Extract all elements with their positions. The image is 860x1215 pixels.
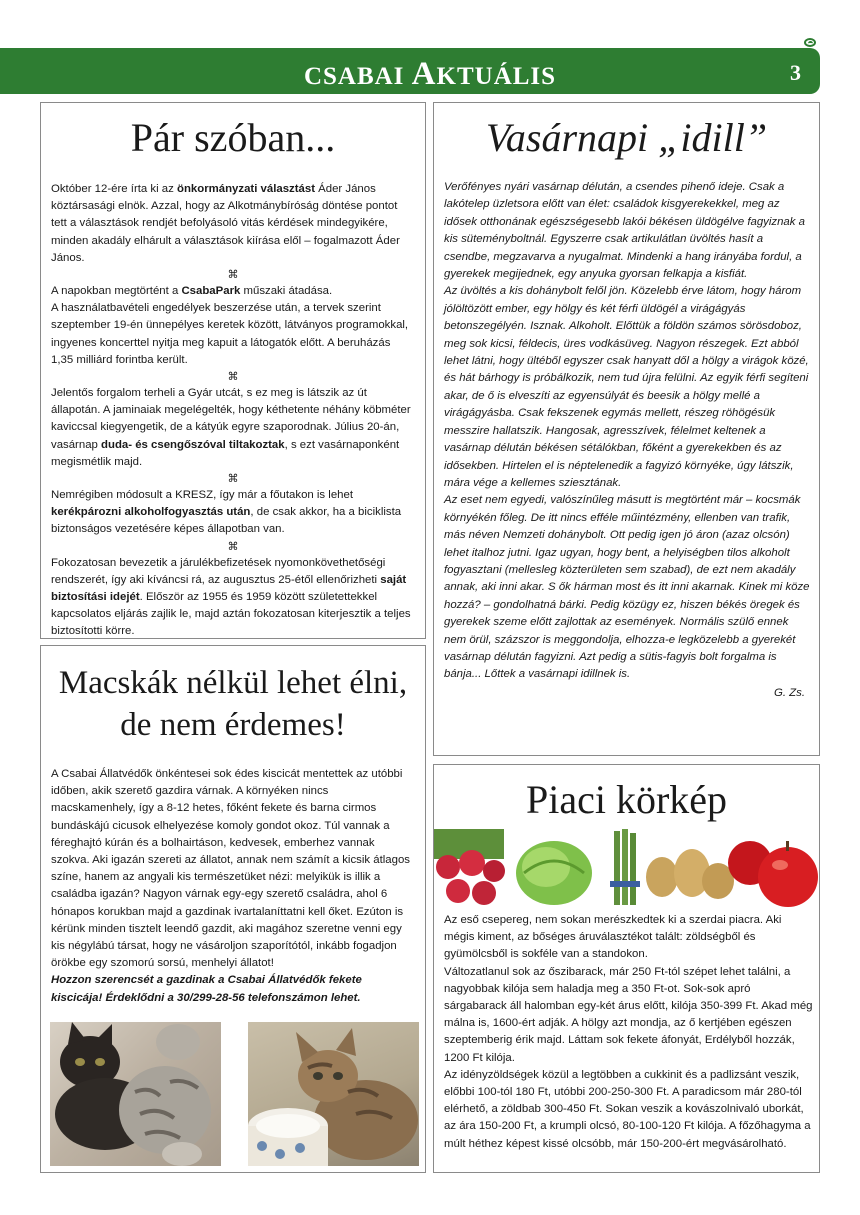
article-vasarnapi-idill bbox=[433, 102, 820, 756]
paragraph: A napokban megtörtént a CsabaPark műszaki átadása. bbox=[51, 285, 333, 298]
kitten-with-bowl-photo bbox=[248, 1022, 419, 1166]
paragraph: Az eső csepereg, nem sokan merészkedtek ki a szerdai piacra. Aki mégis kiment, az bőséges áruválasztékot talált: zöldségből és gyümölcsből is sokféle van a standokon. bbox=[444, 914, 782, 961]
paragraph: Nemrégiben módosult a KRESZ, így már a főutakon is lehet kerékpározni alkoholfogyasztás után, de csak akkor, ha a biciklista biztonságos vezetésére képes állapotban van. bbox=[51, 489, 402, 536]
separator-icon: ⌘ bbox=[227, 540, 239, 553]
paragraph: A Csabai Állatvédők önkéntesei sok édes kiscicát mentettek az utóbbi időben, akik szerető gazdira várnak. A környéken nincs macskamenhely, így a 8-12 hetes, főként fekete és barna cirmos bundáskájú cicusok elhelyezése komoly gondot okoz. Túl vannak a féreghajtó kúrán és a bolhairtáson, kedvesek, emberhez vannak szokva. Aki igazán szereti az állatot, annak nem számít a kicsik átlagos színe, hanem az angyali kis természetüket nézi: melyikük is illik a családba igazán? Nagyon várnak egy-egy szerető családra, ahol 6 hónapos korukban majd a gazdinak ivartalaníttatni kell őket. Ezúton is kérünk minden tisztelt leendő gazdit, aki magához szeretne venni egy kis négylábú társat, hogy ne vásároljon szaporítótól, inkább fogadjon örökbe egy szomorú sorsú, menhelyi állatot! bbox=[51, 768, 410, 970]
paragraph: Az üvöltés a kis dohánybolt felől jön. Közelebb érve látom, hogy három jólöltözött ember, egy hölgy és két férfi üldögél a virágágyás betonszegélyén. Isznak. Alkoholt. Előttük a földön számos sörösdoboz, meg sok kicsi, féldecis, üres vodkásüveg. Nagyon részegek. Ezt abból lehet látni, hogy ültéből egyszer csak hanyatt dől a hölgy a virágok közé, és hát bárhogy is próbálkozik, nem tud újra felülni. Az egyik férfi segíteni akar, de ő is elveszíti az egyensúlyát és beesik a hölgy mellé a virágágyásba. Csak fekszenek egymás mellett, részeg röhögésük messzire hallatszik. Hangosak, agresszívek, félelmet keltenek a vasárnap délután békésen sétálókban, főként a gyerekekben és az idősekben. Hirtelen el is néptelenedik a fagyizó környéke, úgy látszik, mára vége a kellemes sziesztának. bbox=[444, 285, 809, 489]
article-title: Vasárnapi „idill” bbox=[485, 115, 768, 160]
radishes-image bbox=[434, 829, 505, 905]
separator-icon: ⌘ bbox=[227, 269, 239, 282]
article-par-szoban bbox=[40, 102, 426, 639]
paragraph: Az idényzöldségek közül a legtöbben a cukkinit és a padlizsánt veszik, előbbi 100-tól 180 Ft, utóbbi 200-250-300 Ft. A paradicsom már 280-tól elérhető, a zöldbab 300-450 Ft. Sokan veszik a kovászolnivaló uborkát, az ára 150-200 Ft, a krumpli olcsó, 80-100-120 Ft kilója. A főzőhagyma a múlt héthez képest kissé olcsóbb, már 150-200-ért megvásárolható. bbox=[444, 1068, 811, 1150]
article-body bbox=[444, 912, 814, 1153]
article-piaci-korkep bbox=[433, 764, 820, 1173]
title-line: de nem érdemes! bbox=[120, 707, 346, 743]
apples-image bbox=[728, 841, 818, 907]
author-signature: G. Zs. bbox=[773, 686, 805, 699]
potatoes-image bbox=[646, 849, 734, 899]
paragraph: Fokozatosan bevezetik a járulékbefizetések nyomonkövethetőségi rendszerét, így aki kíváncsi rá, az augusztus 25-étől ellenőrizheti saját biztosítási idejét. Először az 1955 és 1959 között születettekkel kapcsolatos eljárás zajlik le, majd aztán fokozatosan kiterjesztik a teljes biztosítotti körre. bbox=[51, 556, 411, 638]
article-body bbox=[434, 163, 819, 702]
separator-icon: ⌘ bbox=[227, 473, 239, 486]
paragraph: Verőfényes nyári vasárnap délután, a csendes pihenő ideje. Csak a lakótelep üzletsora előtt van élet: családok kisgyerekekkel, meg az idősek otthonának egészségesebb lakói békésen üldögélve fagyiznak a kis süteményboltnál. Egyszerre csak artikulátlan üvöltés hasít a csendbe, megzavarva a nyugalmat. Mindenki a hang irányába fordul, a gyerekek megijednek, egy anyuka gyorsan felkapja a kisfiát. bbox=[444, 181, 805, 281]
vegetables-photo-strip bbox=[434, 829, 819, 909]
title-line: Macskák nélkül lehet élni, bbox=[58, 665, 408, 701]
asparagus-image bbox=[610, 829, 640, 905]
paragraph: Változatlanul sok az őszibarack, már 250 Ft-tól szépet lehet találni, a nagyobbak kilója sem haladja meg a 350 Ft-ot. Sok-sok apró sárgabarack áll halomban egy-két árus előtt, kilója 350-399 Ft. Akad még málna is, 1600-ért adják. A hölgy azt mondja, az ő kertjében egészen szeptemberig érik majd. Láttam sok fekete áfonyát, Erdélyből hozzák, 1200 Ft kilója. bbox=[444, 965, 813, 1064]
contact-callout: Hozzon szerencsét a gazdinak a Csabai Állatvédők fekete kiscicája! Érdeklődni a 30/299-28-56 telefonszámon lehet. bbox=[51, 974, 362, 1004]
paragraph: Október 12-ére írta ki az önkormányzati választást Áder János köztársasági elnök. Azzal, hogy az Alkotmánybíróság döntése pontot tett a választások rendjét befolyásoló vitás kérdések mindegyikére, minden akadály elhárult a választások kiírása elől – fogalmazott Áder János. bbox=[51, 183, 400, 264]
article-title bbox=[41, 662, 425, 746]
paragraph: Jelentős forgalom terheli a Gyár utcát, s ez meg is látszik az út állapotán. A jaminaiak megelégelték, hogy kéthetente néhány köbméter kaviccsal kiegyengetik, de a kátyúk egyre szaporodnak. Július 20-án, vasárnap duda- és csengőszóval tiltakoztak, s ezt vasárnaponként megismétlik majd. bbox=[51, 387, 411, 468]
article-body bbox=[41, 163, 425, 641]
article-body bbox=[41, 746, 425, 1007]
page-number: 3 bbox=[790, 60, 801, 85]
separator-icon: ⌘ bbox=[227, 371, 239, 384]
article-title: Pár szóban... bbox=[130, 115, 336, 160]
paragraph: A használatbavételi engedélyek beszerzése után, a tervek szerint szeptember 19-én ünnepélyes keretek között, látványos programokkal, ingyenes koncerttel nyitja meg kapuit a látogatók előtt. A beruházás 1,35 milliárd forintba került. bbox=[51, 302, 409, 366]
article-macskak bbox=[40, 645, 426, 1173]
publication-title: CSABAI AKTUÁLIS bbox=[303, 56, 557, 92]
paragraph: Az eset nem egyedi, valószínűleg másutt is megtörtént már – kocsmák környékén főleg. De itt nincs efféle műintézmény, ellenben van trafik, más néven Nemzeti dohánybolt. Ott pedig igen jó áron (azaz olcsón) lehet italhoz jutni. Igaz ugyan, hogy bent, a helyiségben tilos alkoholt fogyasztani (mellesleg közterületen sem szabad), de ezt nem akadály annak, aki inni akar. S ők hárman most és itt inni akarnak. Kinek mi köze hozzá? – gondolhatná bárki. Pedig közügy ez, hiszen békés öregek és gyerekek szeme előtt zajlottak az események. Normális szülő ennek nem örül, százszor is meggondolja, elhozza-e legközelebb a gyerekét vasárnap délután fagyizni. Azt pedig a sütis-fagyis bolt forgalma is bánja... Lőttek a vasárnapi idillnek is. bbox=[444, 494, 810, 681]
lettuce-image bbox=[516, 841, 592, 905]
article-title: Piaci körkép bbox=[525, 777, 728, 822]
kittens-photo bbox=[50, 1022, 221, 1166]
swirl-logo-icon bbox=[804, 38, 816, 47]
